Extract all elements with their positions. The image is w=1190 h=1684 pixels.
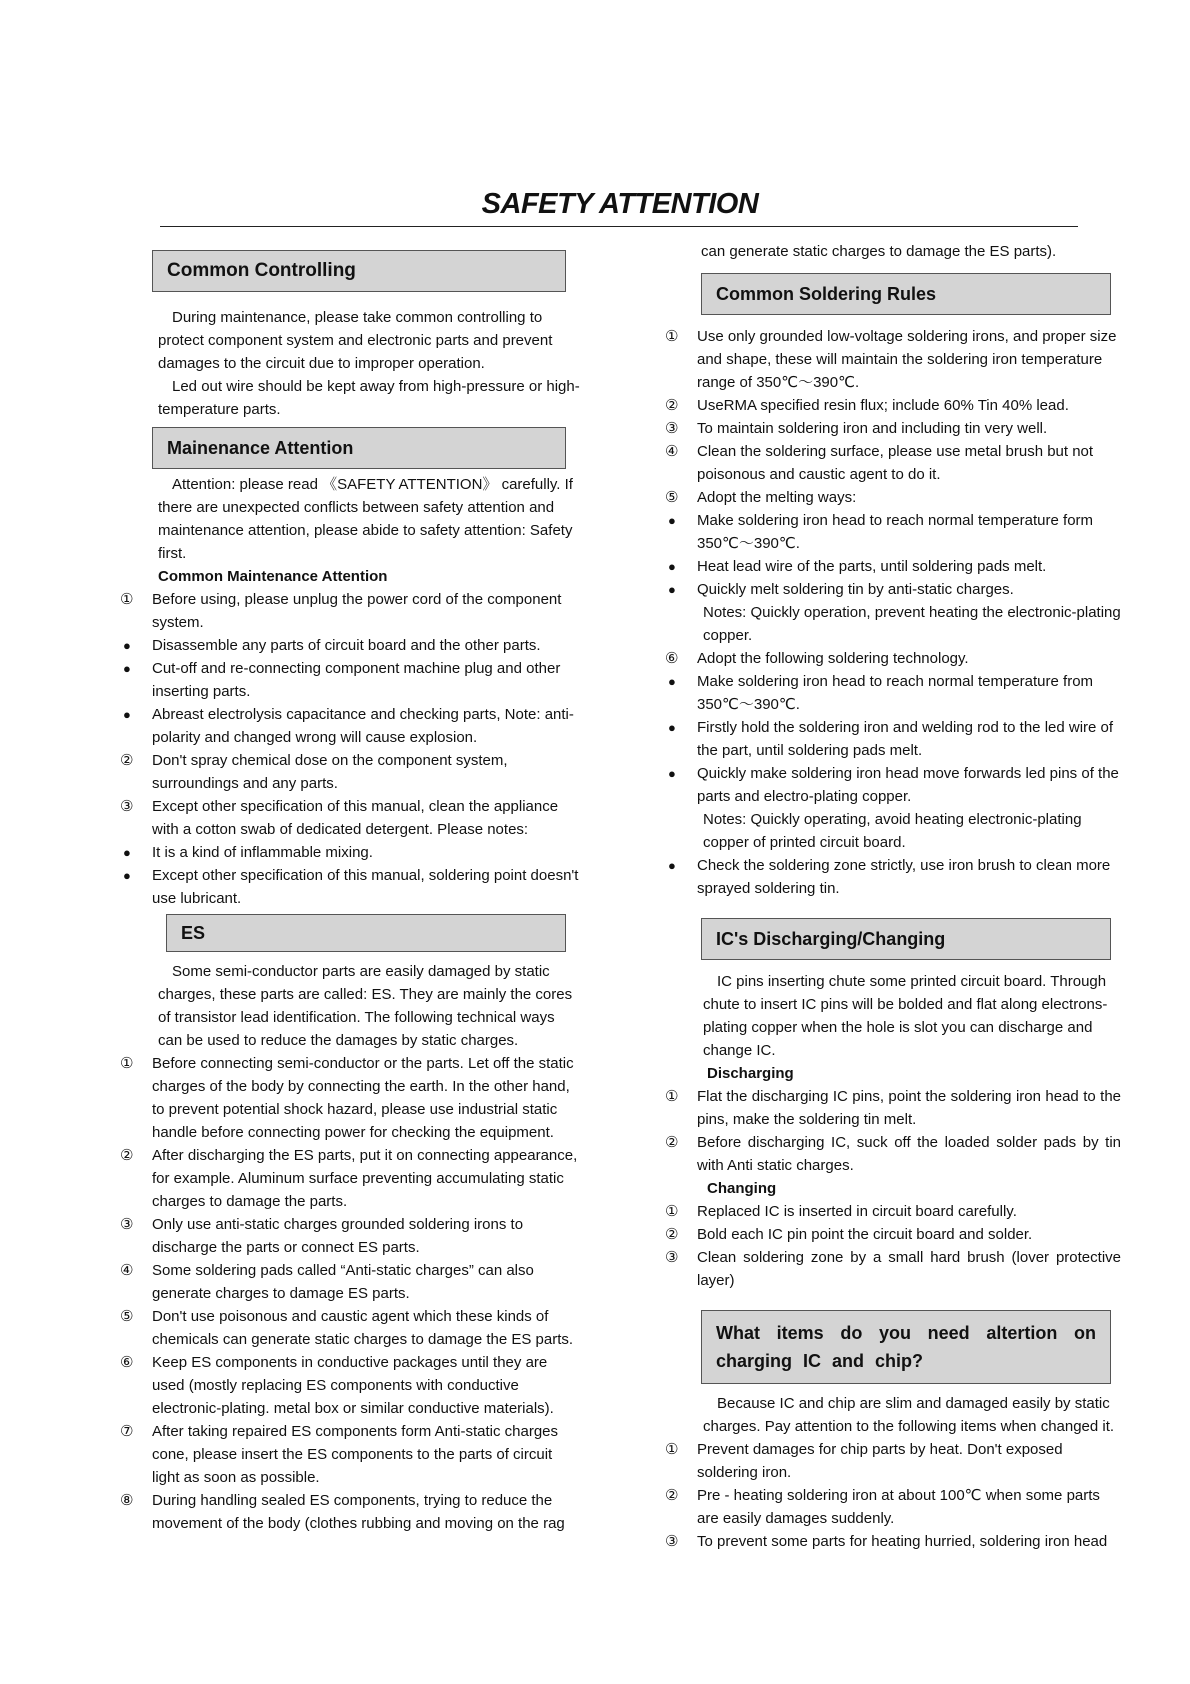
bullet-icon: ●: [668, 720, 676, 735]
bullet-icon: ●: [668, 766, 676, 781]
item-marker: ⑦: [120, 1423, 134, 1440]
item-text: Disassemble any parts of circuit board and the other parts.: [152, 637, 541, 654]
item-text: During handling sealed ES components, trying to reduce the movement of the body (clothes rubbing and moving on the rag: [152, 1492, 565, 1532]
ic-intro: IC pins inserting chute some printed circuit board. Through chute to insert IC pins will be bolded and flat along electrons-plating copper when the hole is slot you can discharge and change IC.: [703, 973, 1108, 1059]
item-text: Adopt the following soldering technology.: [697, 650, 969, 667]
list-item: [665, 647, 1121, 670]
bullet-icon: ●: [668, 513, 676, 528]
list-item: [665, 486, 1121, 509]
item-marker: ①: [120, 591, 134, 608]
item-text: It is a kind of inflammable mixing.: [152, 844, 373, 861]
item-text: Prevent damages for chip parts by heat. Don't exposed soldering iron.: [697, 1441, 1063, 1481]
chip-section: [665, 1310, 1121, 1553]
list-item: [120, 588, 580, 634]
item-text: Bold each IC pin point the circuit board and solder.: [697, 1226, 1033, 1243]
list-item: [120, 703, 580, 749]
item-marker: ④: [120, 1262, 134, 1279]
list-item: [120, 1144, 580, 1213]
item-marker: ⑤: [665, 489, 679, 506]
item-marker: ①: [665, 1203, 679, 1220]
item-text: Pre - heating soldering iron at about 100℃ when some parts are easily damages suddenly.: [697, 1487, 1100, 1527]
item-marker: ⑥: [120, 1354, 134, 1371]
item-marker: ②: [665, 1487, 679, 1504]
item-text: Firstly hold the soldering iron and welding rod to the led wire of the part, until soldering pads melt.: [697, 719, 1114, 759]
list-item: [665, 716, 1121, 762]
item-marker: ②: [665, 397, 679, 414]
list-item: [665, 670, 1121, 716]
list-item: [120, 1259, 580, 1305]
item-marker: ①: [665, 328, 679, 345]
right-column: [665, 240, 1121, 1553]
changing-label: Changing: [707, 1180, 777, 1197]
list-item: [665, 394, 1121, 417]
item-text: UseRMA specified resin flux; include 60% Tin 40% lead.: [697, 397, 1069, 414]
item-marker: ①: [665, 1441, 679, 1458]
list-item: [665, 555, 1121, 578]
list-item: [665, 1085, 1121, 1131]
list-item: [665, 417, 1121, 440]
bullet-icon: ●: [123, 638, 131, 653]
list-item: [120, 749, 580, 795]
item-note: Notes: Quickly operation, prevent heating the electronic-plating copper.: [703, 604, 1121, 644]
item-marker: ②: [120, 752, 134, 769]
soldering-heading: Common Soldering Rules: [701, 273, 1111, 315]
list-item: [665, 854, 1121, 900]
item-text: Quickly melt soldering tin by anti-static charges.: [697, 581, 1014, 598]
list-item: [120, 1305, 580, 1351]
item-text: Adopt the melting ways:: [697, 489, 857, 506]
item-text: Make soldering iron head to reach normal temperature form 350℃～390℃.: [697, 512, 1094, 552]
list-item: [120, 634, 580, 657]
item-text: Before discharging IC, suck off the loaded solder pads by tin with Anti static charges.: [697, 1134, 1121, 1174]
item-text: Don't spray chemical dose on the component system, surroundings and any parts.: [152, 752, 508, 792]
item-text: After discharging the ES parts, put it on connecting appearance, for example. Aluminum surface preventing accumulating static charges to damage the parts.: [152, 1147, 578, 1210]
common-controlling-paragraph: Led out wire should be kept away from high-pressure or high-temperature parts.: [158, 378, 580, 418]
item-text: Heat lead wire of the parts, until soldering pads melt.: [697, 558, 1047, 575]
bullet-icon: ●: [123, 661, 131, 676]
item-note: Notes: Quickly operating, avoid heating electronic-plating copper of printed circuit board.: [703, 811, 1082, 851]
list-item: [665, 1530, 1121, 1553]
list-item: [665, 1438, 1121, 1484]
item-text: Except other specification of this manual, soldering point doesn't use lubricant.: [152, 867, 579, 907]
list-item: [120, 657, 580, 703]
bullet-icon: ●: [668, 582, 676, 597]
item-text: Clean the soldering surface, please use metal brush but not poisonous and caustic agent to do it.: [697, 443, 1094, 483]
list-item: [120, 1420, 580, 1489]
ic-heading: IC's Discharging/Changing: [701, 918, 1111, 960]
bullet-icon: ●: [668, 559, 676, 574]
item-marker: ③: [665, 420, 679, 437]
title-divider: [160, 226, 1078, 227]
item-marker: ①: [665, 1088, 679, 1105]
common-controlling-section: [120, 250, 580, 421]
list-item: [120, 864, 580, 910]
list-item: [120, 1351, 580, 1420]
item-text: After taking repaired ES components form Anti-static charges cone, please insert the ES components to the parts of circuit light as soon as possible.: [152, 1423, 559, 1486]
list-item: [665, 1484, 1121, 1530]
list-item: [120, 1489, 580, 1535]
discharging-label: Discharging: [707, 1065, 794, 1082]
item-text: Quickly make soldering iron head move forwards led pins of the parts and electro-plating copper.: [697, 765, 1119, 805]
item-text: To prevent some parts for heating hurried, soldering iron head: [697, 1533, 1108, 1550]
es-section: [120, 914, 580, 1535]
item-text: Check the soldering zone strictly, use iron brush to clean more sprayed soldering tin.: [697, 857, 1111, 897]
list-item: [120, 1052, 580, 1144]
es-intro: Some semi-conductor parts are easily damaged by static charges, these parts are called: ES. They are mainly the cores of transistor lead identification. The following technical ways can be used to reduce the damages by static charges.: [158, 963, 573, 1049]
item-marker: ③: [665, 1533, 679, 1550]
list-item: [665, 578, 1121, 601]
item-text: Use only grounded low-voltage soldering irons, and proper size and shape, these will maintain the soldering iron temperature range of 350℃～390℃.: [697, 328, 1117, 391]
list-item: [665, 1223, 1121, 1246]
item-text: To maintain soldering iron and including tin very well.: [697, 420, 1048, 437]
list-item: [665, 1246, 1121, 1292]
item-marker: ⑧: [120, 1492, 134, 1509]
item-marker: ①: [120, 1055, 134, 1072]
item-text: Keep ES components in conductive packages until they are used (mostly replacing ES components with conductive electronic-plating. metal box or similar conductive materials).: [152, 1354, 554, 1417]
list-item: [665, 440, 1121, 486]
item-marker: ⑤: [120, 1308, 134, 1325]
bullet-icon: ●: [123, 868, 131, 883]
item-marker: ④: [665, 443, 679, 460]
list-item: [120, 841, 580, 864]
list-item: [120, 795, 580, 841]
item-text: Before using, please unplug the power cord of the component system.: [152, 591, 562, 631]
item-text: Make soldering iron head to reach normal temperature from 350℃～390℃.: [697, 673, 1094, 713]
item-marker: ③: [120, 1216, 134, 1233]
bullet-icon: ●: [123, 845, 131, 860]
item-text: Clean soldering zone by a small hard brush (lover protective layer): [697, 1249, 1121, 1289]
item-text: Only use anti-static charges grounded soldering irons to discharge the parts or connect ES parts.: [152, 1216, 524, 1256]
maintenance-subheading: Common Maintenance Attention: [158, 568, 388, 585]
maintenance-section: [120, 427, 580, 910]
item-text: Cut-off and re-connecting component machine plug and other inserting parts.: [152, 660, 561, 700]
common-controlling-heading: Common Controlling: [152, 250, 566, 292]
item-text: Abreast electrolysis capacitance and checking parts, Note: anti-polarity and changed wrong will cause explosion.: [152, 706, 574, 746]
soldering-section: [665, 273, 1121, 900]
list-item: [665, 1131, 1121, 1177]
item-text: Flat the discharging IC pins, point the soldering iron head to the pins, make the soldering tin melt.: [697, 1088, 1121, 1128]
item-text: Some soldering pads called “Anti-static charges” can also generate charges to damage ES parts.: [152, 1262, 534, 1302]
common-controlling-paragraph: During maintenance, please take common controlling to protect component system and electronic parts and prevent damages to the circuit due to improper operation.: [158, 309, 553, 372]
item-marker: ②: [120, 1147, 134, 1164]
page-title: SAFETY ATTENTION: [481, 188, 759, 220]
es-heading: ES: [166, 914, 566, 952]
left-column: [120, 250, 580, 1535]
item-text: Before connecting semi-conductor or the parts. Let off the static charges of the body by connecting the earth. In the other hand, to prevent potential shock hazard, please use industrial static handle before connecting power for checking the equipment.: [152, 1055, 574, 1141]
item-text: Except other specification of this manual, clean the appliance with a cotton swab of dedicated detergent. Please notes:: [152, 798, 559, 838]
maintenance-heading: Mainenance Attention: [152, 427, 566, 469]
item-marker: ②: [665, 1226, 679, 1243]
list-item: [665, 1200, 1121, 1223]
item-marker: ②: [665, 1134, 679, 1151]
bullet-icon: ●: [668, 858, 676, 873]
item-marker: ③: [120, 798, 134, 815]
maintenance-intro: Attention: please read 《SAFETY ATTENTION》 carefully. If there are unexpected conflicts between safety attention and maintenance attention, please abide to safety attention: Safety first.: [158, 476, 573, 562]
chip-heading: What items do you need altertion on charging IC and chip?: [701, 1310, 1111, 1384]
continuation-text: can generate static charges to damage the ES parts).: [701, 243, 1057, 260]
bullet-icon: ●: [668, 674, 676, 689]
item-marker: ⑥: [665, 650, 679, 667]
item-text: Don't use poisonous and caustic agent which these kinds of chemicals can generate static charges to damage the ES parts.: [152, 1308, 574, 1348]
list-item: [665, 762, 1121, 808]
ic-section: [665, 918, 1121, 1292]
list-item: [665, 325, 1121, 394]
list-item: [120, 1213, 580, 1259]
bullet-icon: ●: [123, 707, 131, 722]
list-item: [665, 509, 1121, 555]
item-text: Replaced IC is inserted in circuit board carefully.: [697, 1203, 1017, 1220]
chip-intro: Because IC and chip are slim and damaged easily by static charges. Pay attention to the following items when changed it.: [703, 1395, 1115, 1435]
item-marker: ③: [665, 1249, 679, 1266]
